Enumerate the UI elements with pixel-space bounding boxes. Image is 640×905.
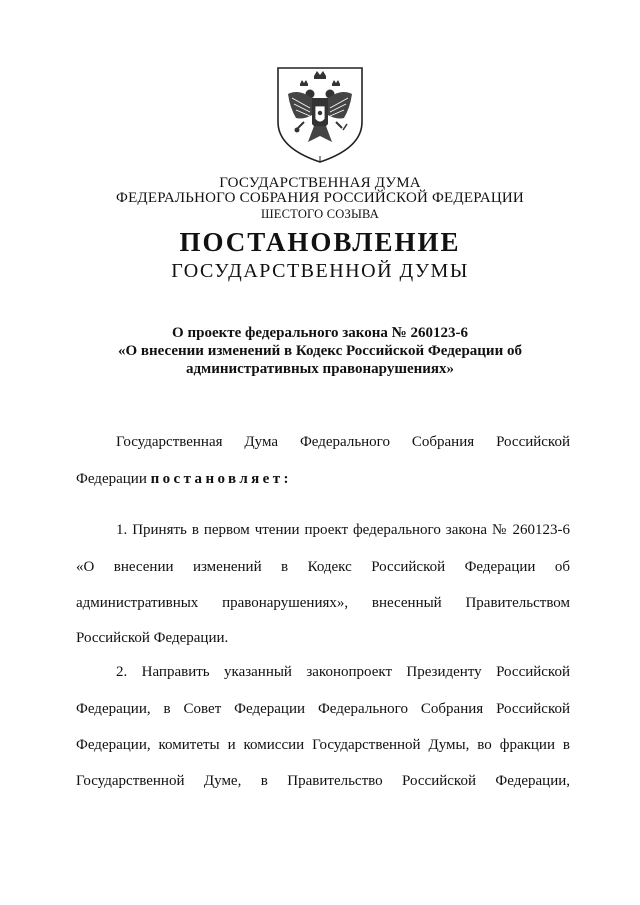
preamble-line-1: Государственная Дума Федерального Собрания Российской — [116, 434, 570, 450]
item-1-line-3: административных правонарушениях», внесенный Правительством — [76, 595, 570, 611]
preamble-federation-word: Федерации — [76, 471, 147, 487]
item-2-line-4: Государственной Думе, в Правительство Российской Федерации, — [76, 773, 570, 789]
document-type-title: ПОСТАНОВЛЕНИЕ — [179, 227, 461, 257]
item-1-line-1: 1. Принять в первом чтении проект федерального закона № 260123-6 — [116, 522, 570, 538]
subject-line-3: административных правонарушениях» — [185, 361, 455, 377]
organization-name: ГОСУДАРСТВЕННАЯ ДУМА — [219, 175, 421, 191]
subject-line-1: О проекте федерального закона № 260123-6 — [172, 325, 468, 341]
item-2-line-2: Федерации, в Совет Федерации Федерального Собрания Российской — [76, 701, 570, 717]
russian-coat-of-arms-icon — [274, 64, 366, 164]
convocation: ШЕСТОГО СОЗЫВА — [260, 207, 380, 221]
organization-full-name: ФЕДЕРАЛЬНОГО СОБРАНИЯ РОССИЙСКОЙ ФЕДЕРАЦИИ — [116, 190, 524, 206]
decides-word: постановляет: — [150, 471, 292, 487]
document-issuer-subtitle: ГОСУДАРСТВЕННОЙ ДУМЫ — [171, 260, 469, 282]
item-1-line-2: «О внесении изменений в Кодекс Российской Федерации об — [76, 559, 570, 575]
subject-line-2: «О внесении изменений в Кодекс Российской Федерации об — [118, 343, 522, 359]
item-1-line-4: Российской Федерации. — [76, 630, 229, 646]
item-2-line-3: Федерации, комитеты и комиссии Государственной Думы, во фракции в — [76, 737, 570, 753]
preamble-line-2 — [76, 469, 570, 489]
item-2-line-1: 2. Направить указанный законопроект Президенту Российской — [116, 664, 570, 680]
